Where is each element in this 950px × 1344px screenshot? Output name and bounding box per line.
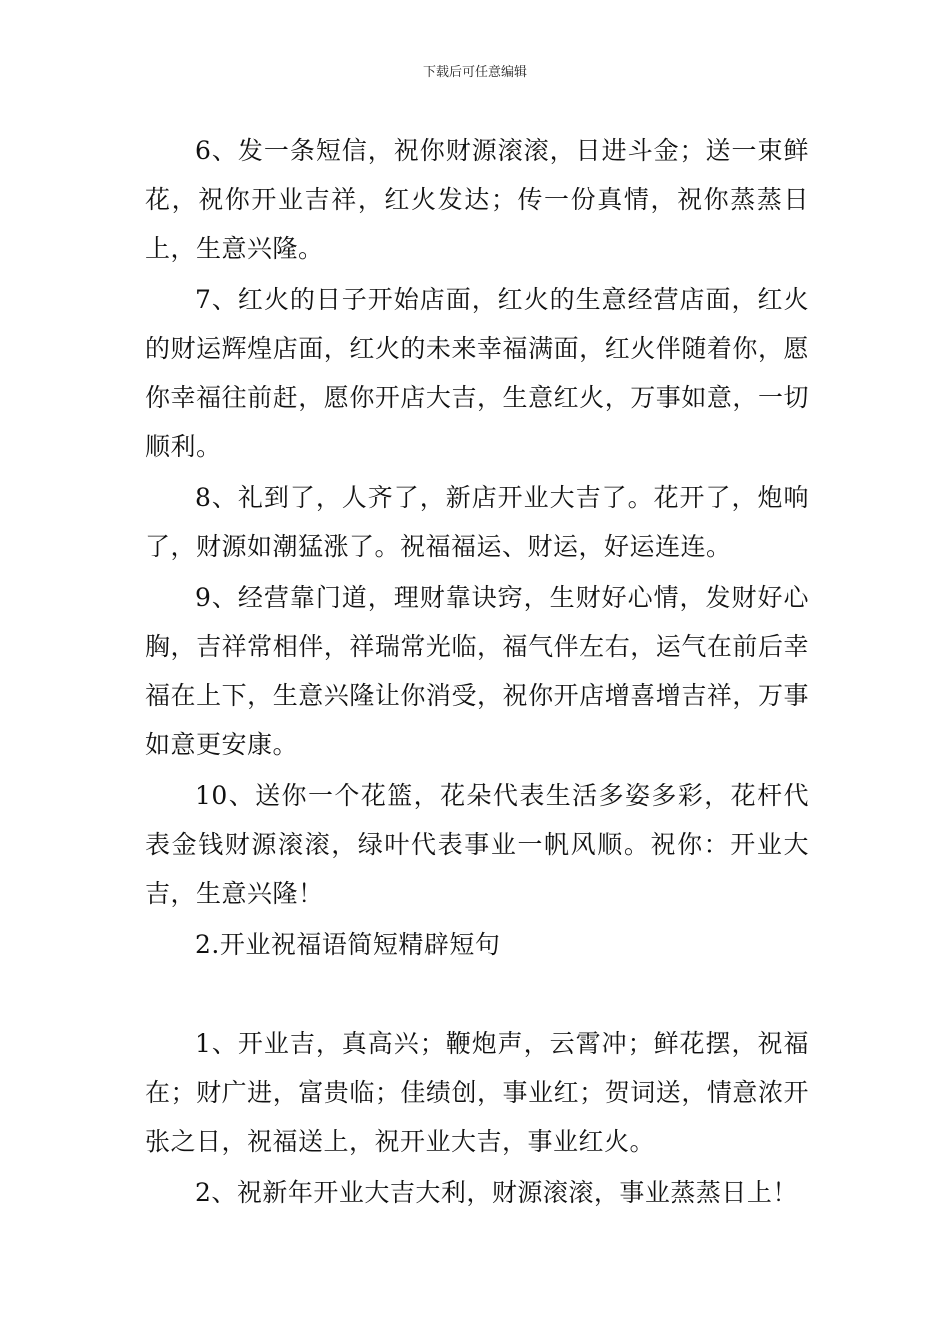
paragraph-2: 2、祝新年开业大吉大利，财源滚滚，事业蒸蒸日上！ bbox=[195, 1178, 798, 1207]
paragraph-7: 7、红火的日子开始店面，红火的生意经营店面，红火的财运辉煌店面，红火的未来幸福满面，红火伴随着你，愿你幸福往前赶，愿你开店大吉，生意红火，万事如意，一切顺利。 bbox=[145, 285, 809, 461]
paragraph-6: 6、发一条短信，祝你财源滚滚，日进斗金；送一束鲜花，祝你开业吉祥，红火发达；传一份真情，祝你蒸蒸日上，生意兴隆。 bbox=[145, 136, 809, 263]
document-body bbox=[145, 126, 809, 1219]
paragraph-9: 9、经营靠门道，理财靠诀窍，生财好心情，发财好心胸，吉祥常相伴，祥瑞常光临，福气伴左右，运气在前后幸福在上下，生意兴隆让你消受，祝你开店增喜增吉祥，万事如意更安康。 bbox=[145, 583, 809, 759]
paragraph-1: 1、开业吉，真高兴；鞭炮声，云霄冲；鲜花摆，祝福在；财广进，富贵临；佳绩创，事业红；贺词送，情意浓开张之日，祝福送上，祝开业大吉，事业红火。 bbox=[145, 1029, 809, 1156]
section-heading: 2.开业祝福语简短精辟短句 bbox=[195, 930, 501, 959]
section-spacer bbox=[145, 969, 809, 1019]
paragraph-10: 10、送你一个花篮，花朵代表生活多姿多彩，花杆代表金钱财源滚滚，绿叶代表事业一帆风顺。祝你：开业大吉，生意兴隆！ bbox=[145, 781, 809, 908]
paragraph-8: 8、礼到了，人齐了，新店开业大吉了。花开了，炮响了，财源如潮猛涨了。祝福福运、财运，好运连连。 bbox=[145, 483, 809, 561]
page-header: 下载后可任意编辑 bbox=[422, 65, 527, 80]
